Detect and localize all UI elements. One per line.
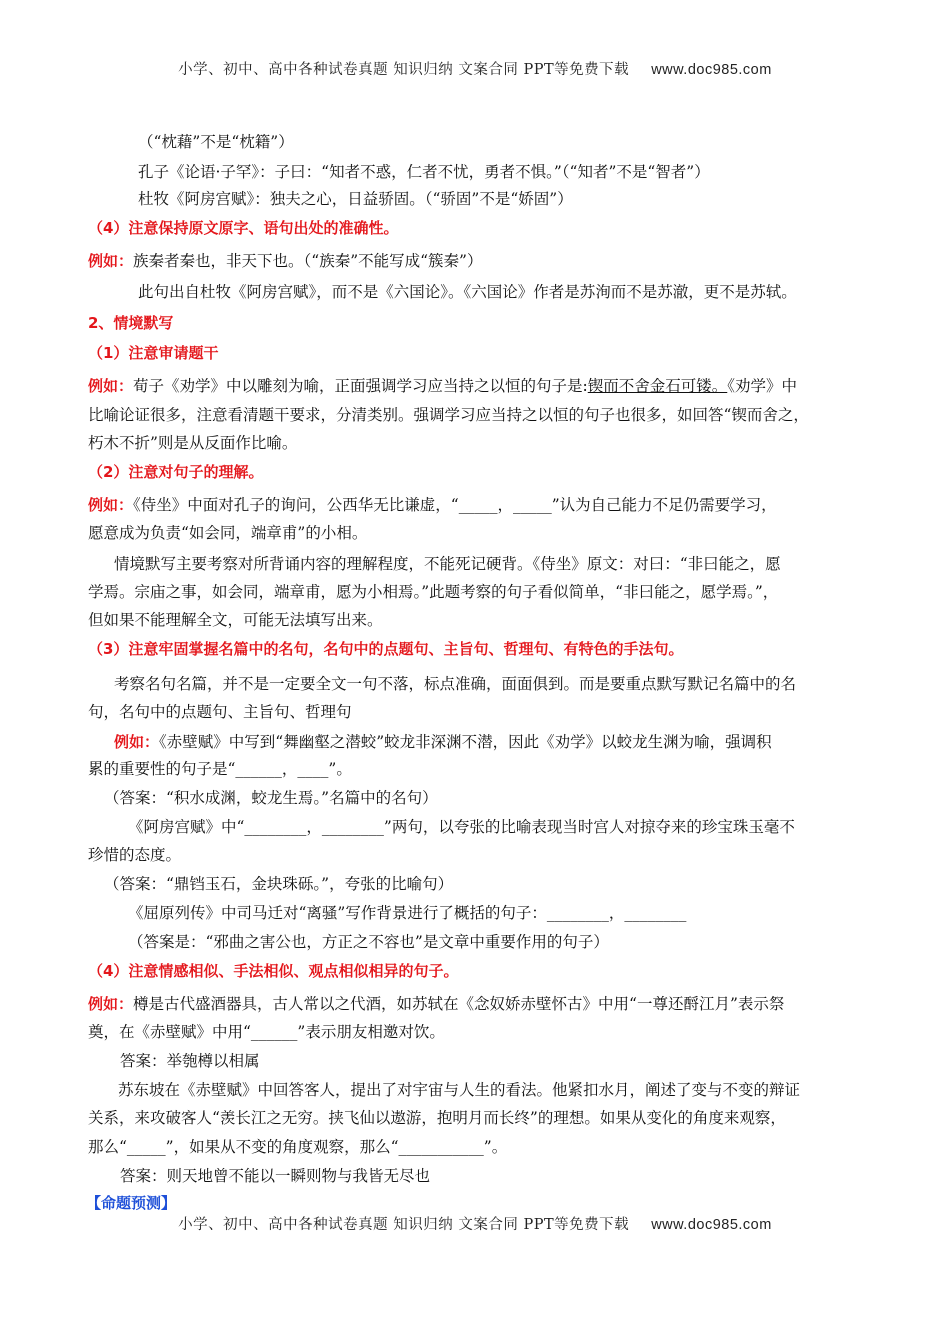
text-line: 杜牧《阿房宫赋》：独夫之心，日益骄固。（“骄固”不是“娇固”） <box>138 190 573 208</box>
example-label: 例如： <box>88 496 134 514</box>
example-text: 《赤壁赋》中写到“舞幽壑之潜蛟”蛟龙非深渊不潜，因此《劝学》以蛟龙生渊为喻，强调积 <box>159 733 772 751</box>
subheading: （2）注意对句子的理解。 <box>88 463 264 481</box>
text-line: 孔子《论语·子罕》：子曰：“知者不惑，仁者不忧，勇者不惧。”（“知者”不是“智者”） <box>138 163 710 181</box>
text-line: 比喻论证很多，注意看清题干要求，分清类别。强调学习应当持之以恒的句子也很多，如回答“锲而舍之， <box>88 406 809 424</box>
example-label: 例如： <box>88 995 134 1013</box>
text-line: 那么“_____”，如果从不变的角度观察，那么“___________”。 <box>88 1138 508 1156</box>
section-heading: 2、情境默写 <box>88 314 174 332</box>
footer-url[interactable]: www.doc985.com <box>651 1217 772 1233</box>
answer-line: （答案：“鼎铛玉石，金块珠砾。”，夸张的比喻句） <box>104 875 454 893</box>
subheading: （4）注意情感相似、手法相似、观点相似相异的句子。 <box>88 962 459 980</box>
text-line: 《阿房宫赋》中“________，________”两句，以夸张的比喻表现当时宫人对掠夺来的珍宝珠玉毫不 <box>128 818 795 836</box>
example-text: 《侍坐》中面对孔子的询问，公西华无比谦虚，“_____，_____”认为自己能力不足仍需要学习， <box>133 496 777 514</box>
example-line <box>88 993 784 1015</box>
subheading: （3）注意牢固掌握名篇中的名句，名句中的点题句、主旨句、哲理句、有特色的手法句。 <box>88 640 684 658</box>
text-line: 朽木不折”则是从反面作比喻。 <box>88 434 298 452</box>
answer-line: 答案：则天地曾不能以一瞬则物与我皆无尽也 <box>120 1167 431 1185</box>
text-line: 苏东坡在《赤壁赋》中回答客人，提出了对宇宙与人生的看法。他紧扣水月，阐述了变与不变的辩证 <box>118 1081 801 1099</box>
example-line <box>88 494 777 516</box>
text-line: 关系，来攻破客人“羡长江之无穷。挟飞仙以遨游，抱明月而长终”的理想。如果从变化的角度来观察， <box>88 1109 786 1127</box>
example-label: 例如： <box>114 733 160 751</box>
subheading: （4）注意保持原文原字、语句出处的准确性。 <box>88 219 399 237</box>
text-line: 奠，在《赤壁赋》中用“______”表示朋友相邀对饮。 <box>88 1023 445 1041</box>
example-text: 樽是古代盛酒器具，古人常以之代酒，如苏轼在《念奴娇赤壁怀古》中用“一尊还酹江月”表示祭 <box>133 995 785 1013</box>
example-text-tail: 《劝学》中 <box>727 377 798 395</box>
text-line: 此句出自杜牧《阿房宫赋》，而不是《六国论》。《六国论》作者是苏洵而不是苏澈，更不是苏轼。 <box>138 283 797 301</box>
example-line <box>88 375 797 397</box>
answer-line: 答案：举匏樽以相属 <box>120 1052 260 1070</box>
text-line: 愿意成为负责“如会同，端章甫”的小相。 <box>88 524 368 542</box>
example-label: 例如： <box>88 252 134 270</box>
example-line <box>88 250 482 272</box>
text-line: 句，名句中的点题句、主旨句、哲理句 <box>88 703 352 721</box>
text-line: 珍惜的态度。 <box>88 846 182 864</box>
page-header <box>0 58 950 79</box>
subheading: （1）注意审请题干 <box>88 344 219 362</box>
answer-line: （答案：“积水成渊，蛟龙生焉。”名篇中的名句） <box>104 789 438 807</box>
example-line <box>114 731 772 753</box>
text-line: 但如果不能理解全文，可能无法填写出来。 <box>88 611 383 629</box>
underlined-answer: 锲而不舍金石可镂。 <box>587 377 728 395</box>
text-line: 《屈原列传》中司马迁对“离骚”写作背景进行了概括的句子：________，________ <box>128 904 687 922</box>
text-line: 考察名句名篇，并不是一定要全文一句不落，标点准确，面面俱到。而是要重点默写默记名篇中的名 <box>114 675 797 693</box>
example-text: 荀子《劝学》中以雕刻为喻，正面强调学习应当持之以恒的句子是: <box>133 377 588 395</box>
header-url[interactable]: www.doc985.com <box>651 62 772 78</box>
section-heading-prediction: 【命题预测】 <box>86 1194 177 1212</box>
header-text: 小学、初中、高中各种试卷真题 知识归纳 文案合同 PPT等免费下载 <box>178 62 630 78</box>
example-text: 族秦者秦也，非天下也。（“族秦”不能写成“簇秦”） <box>133 252 483 270</box>
footer-text: 小学、初中、高中各种试卷真题 知识归纳 文案合同 PPT等免费下载 <box>178 1217 630 1233</box>
text-line: 累的重要性的句子是“______，____”。 <box>88 760 352 778</box>
text-line: （“枕藉”不是“枕籍”） <box>138 133 294 151</box>
example-label: 例如： <box>88 377 134 395</box>
page-footer <box>0 1213 950 1234</box>
text-line: 学焉。宗庙之事，如会同，端章甫，愿为小相焉。”此题考察的句子看似简单，“非曰能之，愿学焉。”， <box>88 583 779 601</box>
text-line: 情境默写主要考察对所背诵内容的理解程度，不能死记硬背。《侍坐》原文：对曰：“非曰能之，愿 <box>114 555 781 573</box>
answer-line: （答案是：“邪曲之害公也，方正之不容也”是文章中重要作用的句子） <box>128 933 609 951</box>
